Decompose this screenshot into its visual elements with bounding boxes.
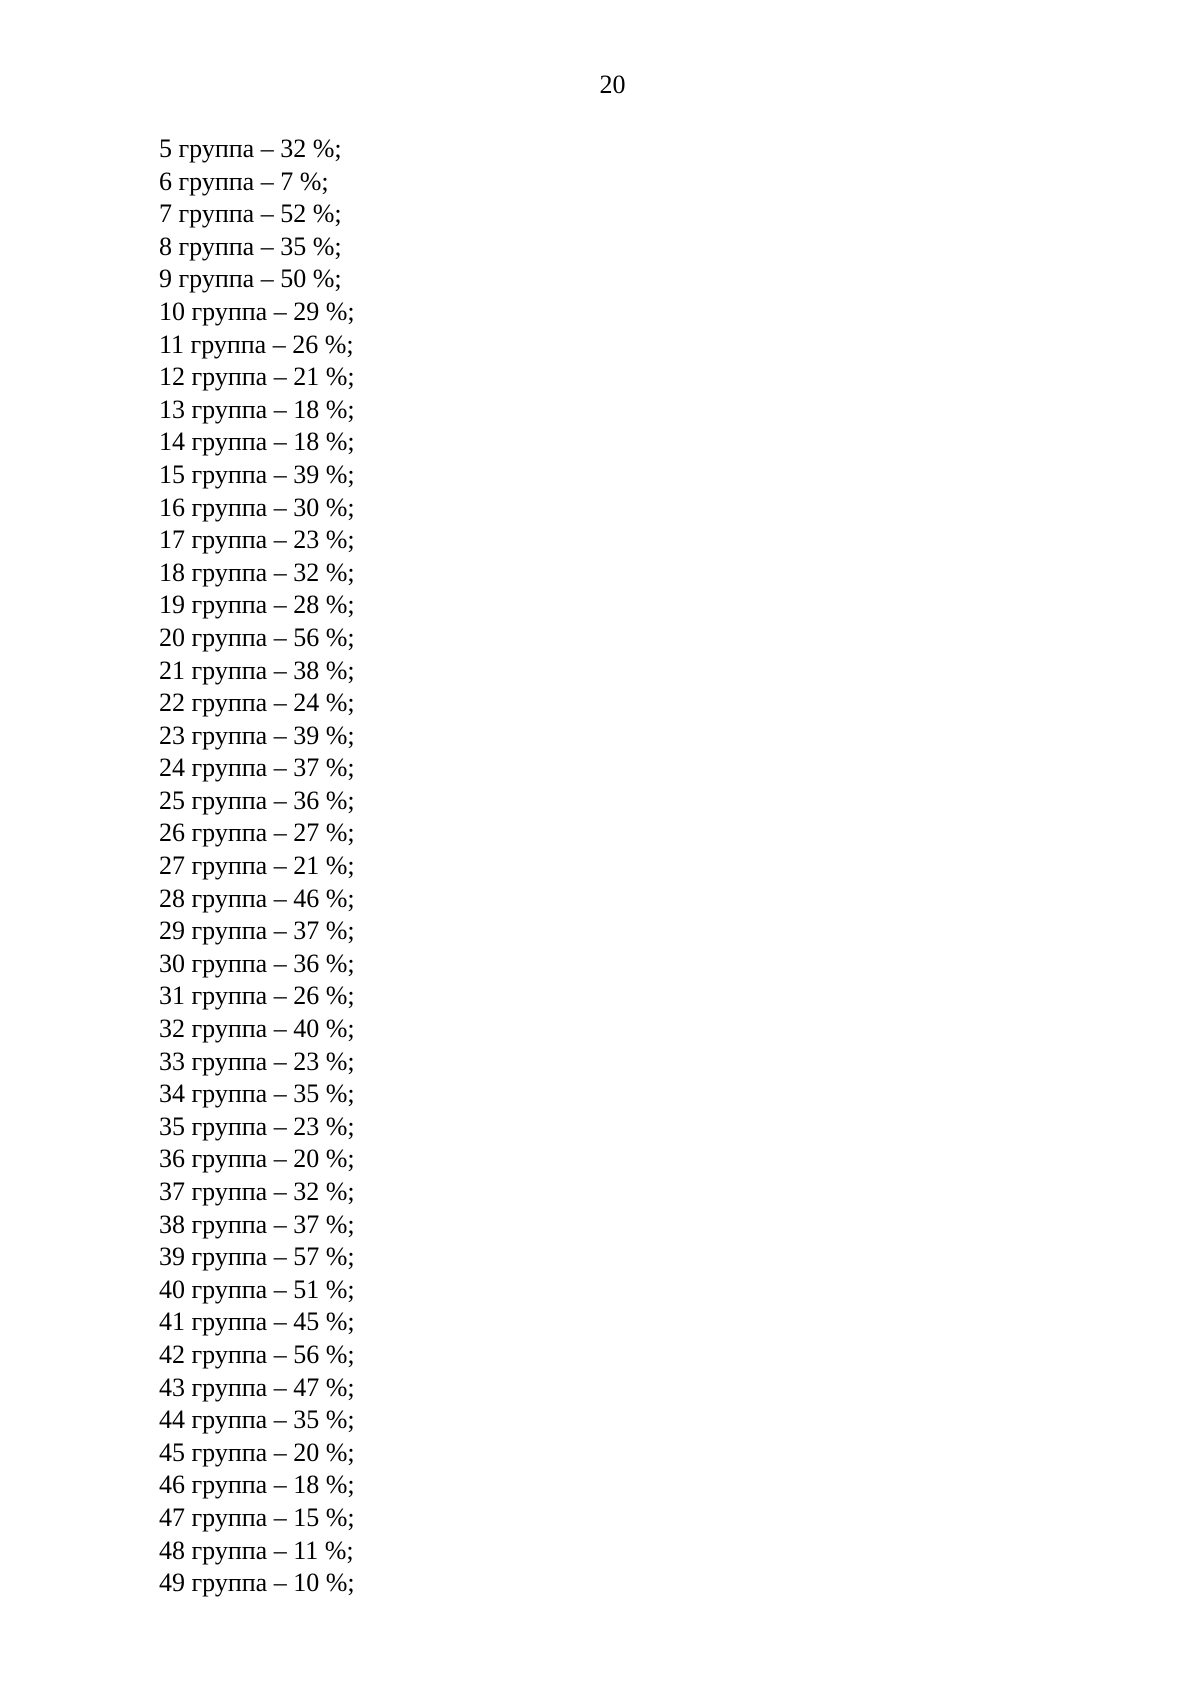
list-item: 9 группа – 50 %; — [159, 264, 342, 294]
list-item: 38 группа – 37 %; — [159, 1209, 355, 1239]
list-item: 42 группа – 56 %; — [159, 1339, 355, 1369]
list-item: 13 группа – 18 %; — [159, 394, 355, 424]
list-item: 21 группа – 38 %; — [159, 655, 355, 685]
list-item: 41 группа – 45 %; — [159, 1307, 355, 1337]
list-item: 47 группа – 15 %; — [159, 1502, 355, 1532]
list-item: 45 группа – 20 %; — [159, 1437, 355, 1467]
list-item: 15 группа – 39 %; — [159, 459, 355, 489]
list-item: 40 группа – 51 %; — [159, 1274, 355, 1304]
list-item: 8 группа – 35 %; — [159, 231, 342, 261]
list-item: 11 группа – 26 %; — [159, 329, 354, 359]
list-item: 43 группа – 47 %; — [159, 1372, 355, 1402]
list-item: 32 группа – 40 %; — [159, 1014, 355, 1044]
list-item: 19 группа – 28 %; — [159, 590, 355, 620]
list-item: 17 группа – 23 %; — [159, 525, 355, 555]
list-item: 25 группа – 36 %; — [159, 785, 355, 815]
list-item: 5 группа – 32 %; — [159, 134, 342, 163]
list-item: 44 группа – 35 %; — [159, 1405, 355, 1435]
list-item: 48 группа – 11 %; — [159, 1535, 354, 1565]
list-item: 46 группа – 18 %; — [159, 1470, 355, 1500]
list-item: 14 группа – 18 %; — [159, 427, 355, 457]
list-item: 28 группа – 46 %; — [159, 883, 355, 913]
list-item: 16 группа – 30 %; — [159, 492, 355, 522]
list-item: 12 группа – 21 %; — [159, 362, 355, 392]
list-item: 26 группа – 27 %; — [159, 818, 355, 848]
list-item: 7 группа – 52 %; — [159, 199, 342, 229]
list-item: 33 группа – 23 %; — [159, 1046, 355, 1076]
list-item: 37 группа – 32 %; — [159, 1177, 355, 1206]
list-item: 10 группа – 29 %; — [159, 296, 355, 326]
list-item: 31 группа – 26 %; — [159, 981, 355, 1011]
list-item: 39 группа – 57 %; — [159, 1242, 355, 1272]
page-number: 20 — [599, 70, 626, 99]
list-item: 24 группа – 37 %; — [159, 753, 355, 783]
list-item: 18 группа – 32 %; — [159, 557, 355, 587]
list-item: 23 группа – 39 %; — [159, 720, 355, 750]
list-item: 27 группа – 21 %; — [159, 851, 355, 881]
group-percentage-list — [159, 133, 355, 1600]
list-item: 30 группа – 36 %; — [159, 948, 355, 978]
list-item: 34 группа – 35 %; — [159, 1079, 355, 1109]
list-item: 29 группа – 37 %; — [159, 916, 355, 946]
list-item: 35 группа – 23 %; — [159, 1111, 355, 1141]
list-item: 22 группа – 24 %; — [159, 688, 355, 718]
list-item: 36 группа – 20 %; — [159, 1144, 355, 1174]
list-item: 6 группа – 7 %; — [159, 166, 329, 196]
list-item: 20 группа – 56 %; — [159, 622, 355, 652]
list-item: 49 группа – 10 %; — [159, 1568, 355, 1598]
